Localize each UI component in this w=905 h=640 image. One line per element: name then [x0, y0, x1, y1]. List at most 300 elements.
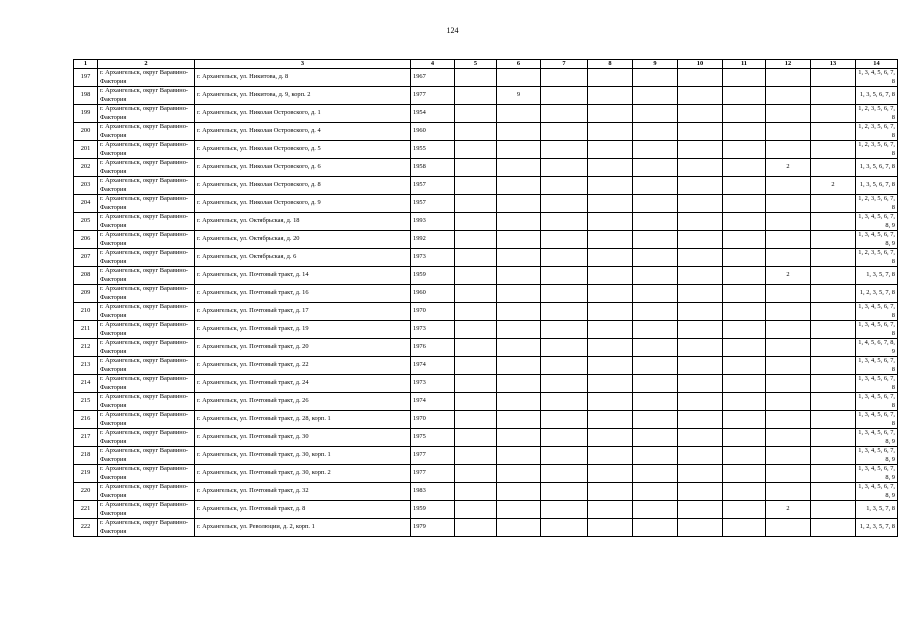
col5-cell [455, 213, 497, 231]
col9-cell [633, 285, 678, 303]
table-body [74, 69, 898, 537]
district-cell: г. Архангельск, округ Варавино-Фактория [98, 375, 195, 393]
district-cell: г. Архангельск, округ Варавино-Фактория [98, 69, 195, 87]
col9-cell [633, 321, 678, 339]
district-cell: г. Архангельск, округ Варавино-Фактория [98, 465, 195, 483]
col8-cell [588, 375, 633, 393]
col10-cell [678, 429, 723, 447]
district-cell: г. Архангельск, округ Варавино-Фактория [98, 357, 195, 375]
col7-cell [541, 447, 588, 465]
column-header: 13 [811, 60, 856, 69]
col6-cell [497, 519, 541, 537]
col13-cell [811, 393, 856, 411]
col5-cell [455, 483, 497, 501]
column-header: 2 [98, 60, 195, 69]
col6-cell [497, 339, 541, 357]
column-header: 1 [74, 60, 98, 69]
year-cell: 1957 [411, 195, 455, 213]
col8-cell [588, 411, 633, 429]
table-row [74, 465, 898, 483]
col8-cell [588, 213, 633, 231]
row-number: 197 [74, 69, 98, 87]
col14-cell: 1, 4, 5, 6, 7, 8, 9 [856, 339, 898, 357]
col5-cell [455, 267, 497, 285]
col12-cell [766, 231, 811, 249]
col10-cell [678, 321, 723, 339]
col7-cell [541, 105, 588, 123]
col6-cell [497, 249, 541, 267]
col12-cell [766, 213, 811, 231]
col10-cell [678, 123, 723, 141]
year-cell: 1977 [411, 465, 455, 483]
year-cell: 1974 [411, 357, 455, 375]
col7-cell [541, 339, 588, 357]
col12-cell: 2 [766, 501, 811, 519]
col9-cell [633, 303, 678, 321]
col10-cell [678, 69, 723, 87]
col8-cell [588, 465, 633, 483]
row-number: 214 [74, 375, 98, 393]
col13-cell [811, 375, 856, 393]
col13-cell [811, 519, 856, 537]
table-row [74, 69, 898, 87]
address-cell: г. Архангельск, ул. Почтовый тракт, д. 26 [195, 393, 411, 411]
row-number: 209 [74, 285, 98, 303]
table-row [74, 105, 898, 123]
address-cell: г. Архангельск, ул. Никитова, д. 8 [195, 69, 411, 87]
col13-cell: 2 [811, 177, 856, 195]
col10-cell [678, 501, 723, 519]
col8-cell [588, 195, 633, 213]
col5-cell [455, 159, 497, 177]
col5-cell [455, 105, 497, 123]
col14-cell: 1, 2, 3, 5, 6, 7, 8 [856, 249, 898, 267]
col8-cell [588, 231, 633, 249]
address-cell: г. Архангельск, ул. Николая Островского, д. 5 [195, 141, 411, 159]
address-cell: г. Архангельск, ул. Почтовый тракт, д. 20 [195, 339, 411, 357]
address-cell: г. Архангельск, ул. Почтовый тракт, д. 17 [195, 303, 411, 321]
col12-cell [766, 465, 811, 483]
district-cell: г. Архангельск, округ Варавино-Фактория [98, 303, 195, 321]
col11-cell [723, 105, 766, 123]
col14-cell: 1, 3, 5, 6, 7, 8 [856, 87, 898, 105]
column-header: 8 [588, 60, 633, 69]
address-cell: г. Архангельск, ул. Николая Островского, д. 9 [195, 195, 411, 213]
table-row [74, 141, 898, 159]
table-row [74, 195, 898, 213]
address-cell: г. Архангельск, ул. Почтовый тракт, д. 16 [195, 285, 411, 303]
col14-cell: 1, 3, 4, 5, 6, 7, 8, 9 [856, 465, 898, 483]
table-row [74, 483, 898, 501]
col11-cell [723, 501, 766, 519]
col5-cell [455, 357, 497, 375]
year-cell: 1959 [411, 267, 455, 285]
col9-cell [633, 177, 678, 195]
col8-cell [588, 429, 633, 447]
col14-cell: 1, 3, 4, 5, 6, 7, 8, 9 [856, 447, 898, 465]
col13-cell [811, 339, 856, 357]
year-cell: 1974 [411, 393, 455, 411]
address-cell: г. Архангельск, ул. Николая Островского, д. 8 [195, 177, 411, 195]
row-number: 200 [74, 123, 98, 141]
district-cell: г. Архангельск, округ Варавино-Фактория [98, 195, 195, 213]
col7-cell [541, 267, 588, 285]
year-cell: 1970 [411, 411, 455, 429]
col6-cell [497, 123, 541, 141]
col13-cell [811, 195, 856, 213]
year-cell: 1957 [411, 177, 455, 195]
col13-cell [811, 141, 856, 159]
district-cell: г. Архангельск, округ Варавино-Фактория [98, 339, 195, 357]
column-header: 11 [723, 60, 766, 69]
address-cell: г. Архангельск, ул. Октябрьская, д. 6 [195, 249, 411, 267]
district-cell: г. Архангельск, округ Варавино-Фактория [98, 141, 195, 159]
district-cell: г. Архангельск, округ Варавино-Фактория [98, 267, 195, 285]
row-number: 204 [74, 195, 98, 213]
col13-cell [811, 483, 856, 501]
header-row [74, 60, 898, 69]
col8-cell [588, 87, 633, 105]
col7-cell [541, 123, 588, 141]
table-row [74, 159, 898, 177]
district-cell: г. Архангельск, округ Варавино-Фактория [98, 231, 195, 249]
col10-cell [678, 141, 723, 159]
col6-cell [497, 429, 541, 447]
table-row [74, 393, 898, 411]
table-row [74, 375, 898, 393]
col12-cell [766, 483, 811, 501]
col14-cell: 1, 3, 4, 5, 6, 7, 8 [856, 303, 898, 321]
col14-cell: 1, 3, 4, 5, 6, 7, 8 [856, 411, 898, 429]
col7-cell [541, 177, 588, 195]
row-number: 201 [74, 141, 98, 159]
row-number: 212 [74, 339, 98, 357]
district-cell: г. Архангельск, округ Варавино-Фактория [98, 429, 195, 447]
col6-cell [497, 195, 541, 213]
col5-cell [455, 249, 497, 267]
col12-cell [766, 285, 811, 303]
table-row [74, 429, 898, 447]
col10-cell [678, 195, 723, 213]
col10-cell [678, 411, 723, 429]
col6-cell [497, 105, 541, 123]
col9-cell [633, 231, 678, 249]
col7-cell [541, 303, 588, 321]
row-number: 222 [74, 519, 98, 537]
address-cell: г. Архангельск, ул. Почтовый тракт, д. 30, корп. 2 [195, 465, 411, 483]
col5-cell [455, 231, 497, 249]
col13-cell [811, 357, 856, 375]
page-number: 124 [446, 26, 459, 35]
column-header: 10 [678, 60, 723, 69]
address-cell: г. Архангельск, ул. Почтовый тракт, д. 24 [195, 375, 411, 393]
district-cell: г. Архангельск, округ Варавино-Фактория [98, 285, 195, 303]
col8-cell [588, 357, 633, 375]
table-row [74, 231, 898, 249]
year-cell: 1967 [411, 69, 455, 87]
col6-cell [497, 375, 541, 393]
row-number: 207 [74, 249, 98, 267]
address-cell: г. Архангельск, ул. Николая Островского, д. 6 [195, 159, 411, 177]
col13-cell [811, 249, 856, 267]
col10-cell [678, 357, 723, 375]
year-cell: 1970 [411, 303, 455, 321]
table-row [74, 285, 898, 303]
col12-cell: 2 [766, 159, 811, 177]
col12-cell [766, 321, 811, 339]
col6-cell [497, 321, 541, 339]
year-cell: 1960 [411, 285, 455, 303]
year-cell: 1960 [411, 123, 455, 141]
column-header: 14 [856, 60, 898, 69]
col9-cell [633, 357, 678, 375]
col12-cell [766, 519, 811, 537]
col10-cell [678, 105, 723, 123]
col11-cell [723, 303, 766, 321]
col13-cell [811, 123, 856, 141]
col7-cell [541, 483, 588, 501]
address-cell: г. Архангельск, ул. Почтовый тракт, д. 28, корп. 1 [195, 411, 411, 429]
row-number: 208 [74, 267, 98, 285]
col12-cell [766, 429, 811, 447]
address-cell: г. Архангельск, ул. Революции, д. 2, корп. 1 [195, 519, 411, 537]
column-header: 6 [497, 60, 541, 69]
table-row [74, 267, 898, 285]
col8-cell [588, 159, 633, 177]
row-number: 215 [74, 393, 98, 411]
col7-cell [541, 87, 588, 105]
col8-cell [588, 177, 633, 195]
col14-cell: 1, 3, 4, 5, 6, 7, 8 [856, 357, 898, 375]
col5-cell [455, 69, 497, 87]
table-row [74, 411, 898, 429]
address-cell: г. Архангельск, ул. Почтовый тракт, д. 30, корп. 1 [195, 447, 411, 465]
col14-cell: 1, 3, 5, 6, 7, 8 [856, 177, 898, 195]
col7-cell [541, 321, 588, 339]
col14-cell: 1, 3, 4, 5, 6, 7, 8 [856, 393, 898, 411]
col5-cell [455, 429, 497, 447]
col10-cell [678, 339, 723, 357]
col9-cell [633, 339, 678, 357]
col14-cell: 1, 3, 4, 5, 6, 7, 8 [856, 69, 898, 87]
col14-cell: 1, 2, 3, 5, 7, 8 [856, 519, 898, 537]
row-number: 219 [74, 465, 98, 483]
col7-cell [541, 357, 588, 375]
table-row [74, 303, 898, 321]
col10-cell [678, 249, 723, 267]
row-number: 216 [74, 411, 98, 429]
col14-cell: 1, 3, 4, 5, 6, 7, 8 [856, 321, 898, 339]
col12-cell [766, 357, 811, 375]
address-cell: г. Архангельск, ул. Почтовый тракт, д. 8 [195, 501, 411, 519]
col14-cell: 1, 3, 5, 6, 7, 8 [856, 159, 898, 177]
col14-cell: 1, 3, 4, 5, 6, 7, 8, 9 [856, 429, 898, 447]
column-header: 9 [633, 60, 678, 69]
column-header: 4 [411, 60, 455, 69]
year-cell: 1975 [411, 429, 455, 447]
col5-cell [455, 501, 497, 519]
col7-cell [541, 393, 588, 411]
col12-cell [766, 375, 811, 393]
row-number: 217 [74, 429, 98, 447]
col10-cell [678, 177, 723, 195]
col12-cell [766, 393, 811, 411]
year-cell: 1973 [411, 321, 455, 339]
col8-cell [588, 519, 633, 537]
col10-cell [678, 483, 723, 501]
year-cell: 1976 [411, 339, 455, 357]
col6-cell [497, 159, 541, 177]
col6-cell [497, 465, 541, 483]
col11-cell [723, 339, 766, 357]
col9-cell [633, 519, 678, 537]
col5-cell [455, 123, 497, 141]
col6-cell [497, 447, 541, 465]
table-row [74, 249, 898, 267]
col11-cell [723, 177, 766, 195]
col5-cell [455, 519, 497, 537]
col5-cell [455, 141, 497, 159]
col8-cell [588, 483, 633, 501]
col5-cell [455, 177, 497, 195]
col13-cell [811, 285, 856, 303]
col5-cell [455, 339, 497, 357]
col7-cell [541, 285, 588, 303]
col11-cell [723, 267, 766, 285]
column-header: 3 [195, 60, 411, 69]
col11-cell [723, 465, 766, 483]
col14-cell: 1, 2, 3, 5, 6, 7, 8 [856, 123, 898, 141]
district-cell: г. Архангельск, округ Варавино-Фактория [98, 483, 195, 501]
col10-cell [678, 231, 723, 249]
col9-cell [633, 195, 678, 213]
col14-cell: 1, 3, 4, 5, 6, 7, 8, 9 [856, 483, 898, 501]
row-number: 202 [74, 159, 98, 177]
year-cell: 1973 [411, 249, 455, 267]
col12-cell [766, 69, 811, 87]
col13-cell [811, 321, 856, 339]
district-cell: г. Архангельск, округ Варавино-Фактория [98, 123, 195, 141]
row-number: 211 [74, 321, 98, 339]
col11-cell [723, 429, 766, 447]
col12-cell [766, 339, 811, 357]
col6-cell [497, 393, 541, 411]
table-row [74, 519, 898, 537]
row-number: 205 [74, 213, 98, 231]
col9-cell [633, 483, 678, 501]
col13-cell [811, 159, 856, 177]
col10-cell [678, 519, 723, 537]
year-cell: 1973 [411, 375, 455, 393]
col14-cell: 1, 3, 5, 7, 8 [856, 501, 898, 519]
col14-cell: 1, 2, 3, 5, 6, 7, 8 [856, 105, 898, 123]
col5-cell [455, 195, 497, 213]
col13-cell [811, 411, 856, 429]
col11-cell [723, 519, 766, 537]
col11-cell [723, 213, 766, 231]
col8-cell [588, 447, 633, 465]
col9-cell [633, 447, 678, 465]
col13-cell [811, 105, 856, 123]
column-header: 5 [455, 60, 497, 69]
col9-cell [633, 213, 678, 231]
district-cell: г. Архангельск, округ Варавино-Фактория [98, 177, 195, 195]
year-cell: 1992 [411, 231, 455, 249]
col12-cell [766, 177, 811, 195]
col5-cell [455, 87, 497, 105]
row-number: 218 [74, 447, 98, 465]
col13-cell [811, 465, 856, 483]
row-number: 210 [74, 303, 98, 321]
col9-cell [633, 411, 678, 429]
col11-cell [723, 69, 766, 87]
district-cell: г. Архангельск, округ Варавино-Фактория [98, 411, 195, 429]
col12-cell [766, 249, 811, 267]
col14-cell: 1, 3, 4, 5, 6, 7, 8, 9 [856, 231, 898, 249]
col6-cell [497, 213, 541, 231]
col14-cell: 1, 2, 3, 5, 6, 7, 8 [856, 141, 898, 159]
col14-cell: 1, 2, 3, 5, 7, 8 [856, 285, 898, 303]
col11-cell [723, 483, 766, 501]
col12-cell [766, 141, 811, 159]
col9-cell [633, 375, 678, 393]
year-cell: 1977 [411, 447, 455, 465]
district-cell: г. Архангельск, округ Варавино-Фактория [98, 321, 195, 339]
col11-cell [723, 411, 766, 429]
district-cell: г. Архангельск, округ Варавино-Фактория [98, 519, 195, 537]
col8-cell [588, 393, 633, 411]
col7-cell [541, 213, 588, 231]
col14-cell: 1, 3, 5, 7, 8 [856, 267, 898, 285]
col9-cell [633, 141, 678, 159]
address-cell: г. Архангельск, ул. Почтовый тракт, д. 19 [195, 321, 411, 339]
address-cell: г. Архангельск, ул. Николая Островского, д. 1 [195, 105, 411, 123]
col13-cell [811, 87, 856, 105]
col6-cell [497, 501, 541, 519]
col9-cell [633, 87, 678, 105]
col10-cell [678, 447, 723, 465]
col6-cell: 9 [497, 87, 541, 105]
address-cell: г. Архангельск, ул. Почтовый тракт, д. 14 [195, 267, 411, 285]
col13-cell [811, 267, 856, 285]
col11-cell [723, 123, 766, 141]
col9-cell [633, 69, 678, 87]
row-number: 213 [74, 357, 98, 375]
col6-cell [497, 267, 541, 285]
row-number: 220 [74, 483, 98, 501]
col7-cell [541, 375, 588, 393]
col9-cell [633, 393, 678, 411]
col9-cell [633, 429, 678, 447]
col8-cell [588, 249, 633, 267]
year-cell: 1979 [411, 519, 455, 537]
year-cell: 1959 [411, 501, 455, 519]
col13-cell [811, 429, 856, 447]
col11-cell [723, 357, 766, 375]
col6-cell [497, 483, 541, 501]
district-cell: г. Архангельск, округ Варавино-Фактория [98, 501, 195, 519]
address-cell: г. Архангельск, ул. Октябрьская, д. 20 [195, 231, 411, 249]
col8-cell [588, 141, 633, 159]
col13-cell [811, 501, 856, 519]
district-cell: г. Архангельск, округ Варавино-Фактория [98, 159, 195, 177]
col5-cell [455, 375, 497, 393]
col7-cell [541, 159, 588, 177]
district-cell: г. Архангельск, округ Варавино-Фактория [98, 249, 195, 267]
col13-cell [811, 69, 856, 87]
col12-cell [766, 303, 811, 321]
table-row [74, 87, 898, 105]
